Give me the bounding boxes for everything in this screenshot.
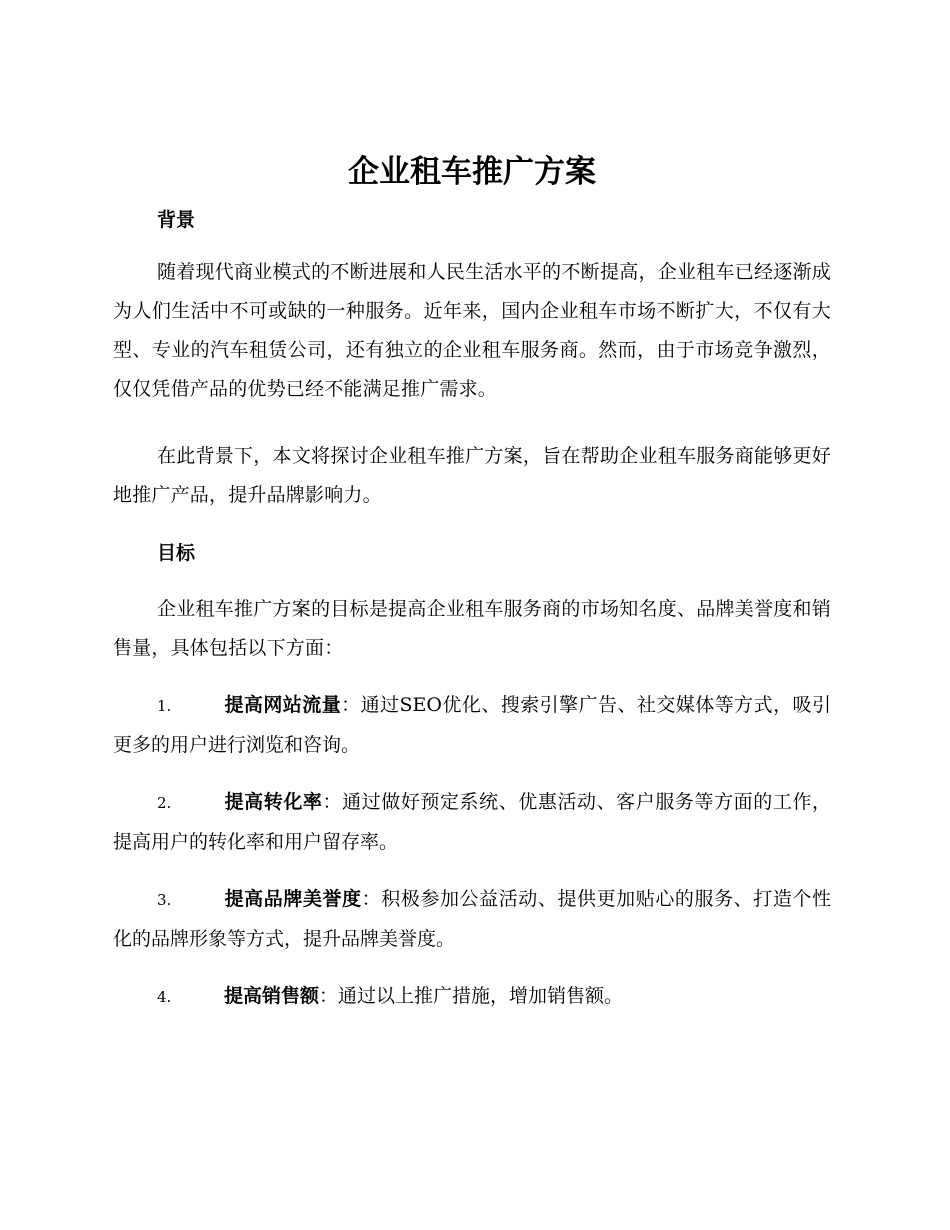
goal-list-item <box>113 977 831 1017</box>
list-item-term: 提高网站流量 <box>224 694 342 716</box>
list-item-separator: ： <box>361 888 382 910</box>
goal-list-item <box>113 783 831 862</box>
list-item-term: 提高转化率 <box>224 791 323 813</box>
list-item-number: 3. <box>157 891 172 909</box>
section-heading-goals: 目标 <box>157 542 196 564</box>
list-item-term: 提高销售额 <box>224 985 320 1007</box>
list-item-separator: ： <box>341 694 361 716</box>
list-item-text: 通过以上推广措施，增加销售额。 <box>338 985 624 1007</box>
list-item-separator: ： <box>322 791 343 813</box>
list-item-number: 4. <box>157 988 172 1006</box>
list-item-text: 通过SEO优化、搜索引擎广告、社交媒体等方式，吸引更多的用户进行浏览和咨询。 <box>113 694 831 756</box>
goal-list-item <box>113 686 831 765</box>
goal-list-item <box>113 880 831 959</box>
section-heading-background: 背景 <box>157 209 196 231</box>
list-item-text: 通过做好预定系统、优惠活动、客户服务等方面的工作，提高用户的转化率和用户留存率。 <box>113 791 831 853</box>
goals-intro-paragraph: 企业租车推广方案的目标是提高企业租车服务商的市场知名度、品牌美誉度和销售量，具体包括以下方面： <box>113 598 831 659</box>
list-item-separator: ： <box>319 985 339 1007</box>
list-item-number: 1. <box>157 697 172 715</box>
list-item-term: 提高品牌美誉度 <box>224 888 362 910</box>
list-item-text: 积极参加公益活动、提供更加贴心的服务、打造个性化的品牌形象等方式，提升品牌美誉度。 <box>113 888 831 950</box>
background-paragraph-2: 在此背景下，本文将探讨企业租车推广方案，旨在帮助企业租车服务商能够更好地推广产品，提升品牌影响力。 <box>113 445 831 506</box>
list-item-number: 2. <box>157 794 172 812</box>
document-title: 企业租车推广方案 <box>348 154 596 190</box>
background-paragraph-1: 随着现代商业模式的不断进展和人民生活水平的不断提高，企业租车已经逐渐成为人们生活中不可或缺的一种服务。近年来，国内企业租车市场不断扩大，不仅有大型、专业的汽车租赁公司，还有独立的企业租车服务商。然而，由于市场竞争激烈，仅仅凭借产品的优势已经不能满足推广需求。 <box>113 261 831 400</box>
